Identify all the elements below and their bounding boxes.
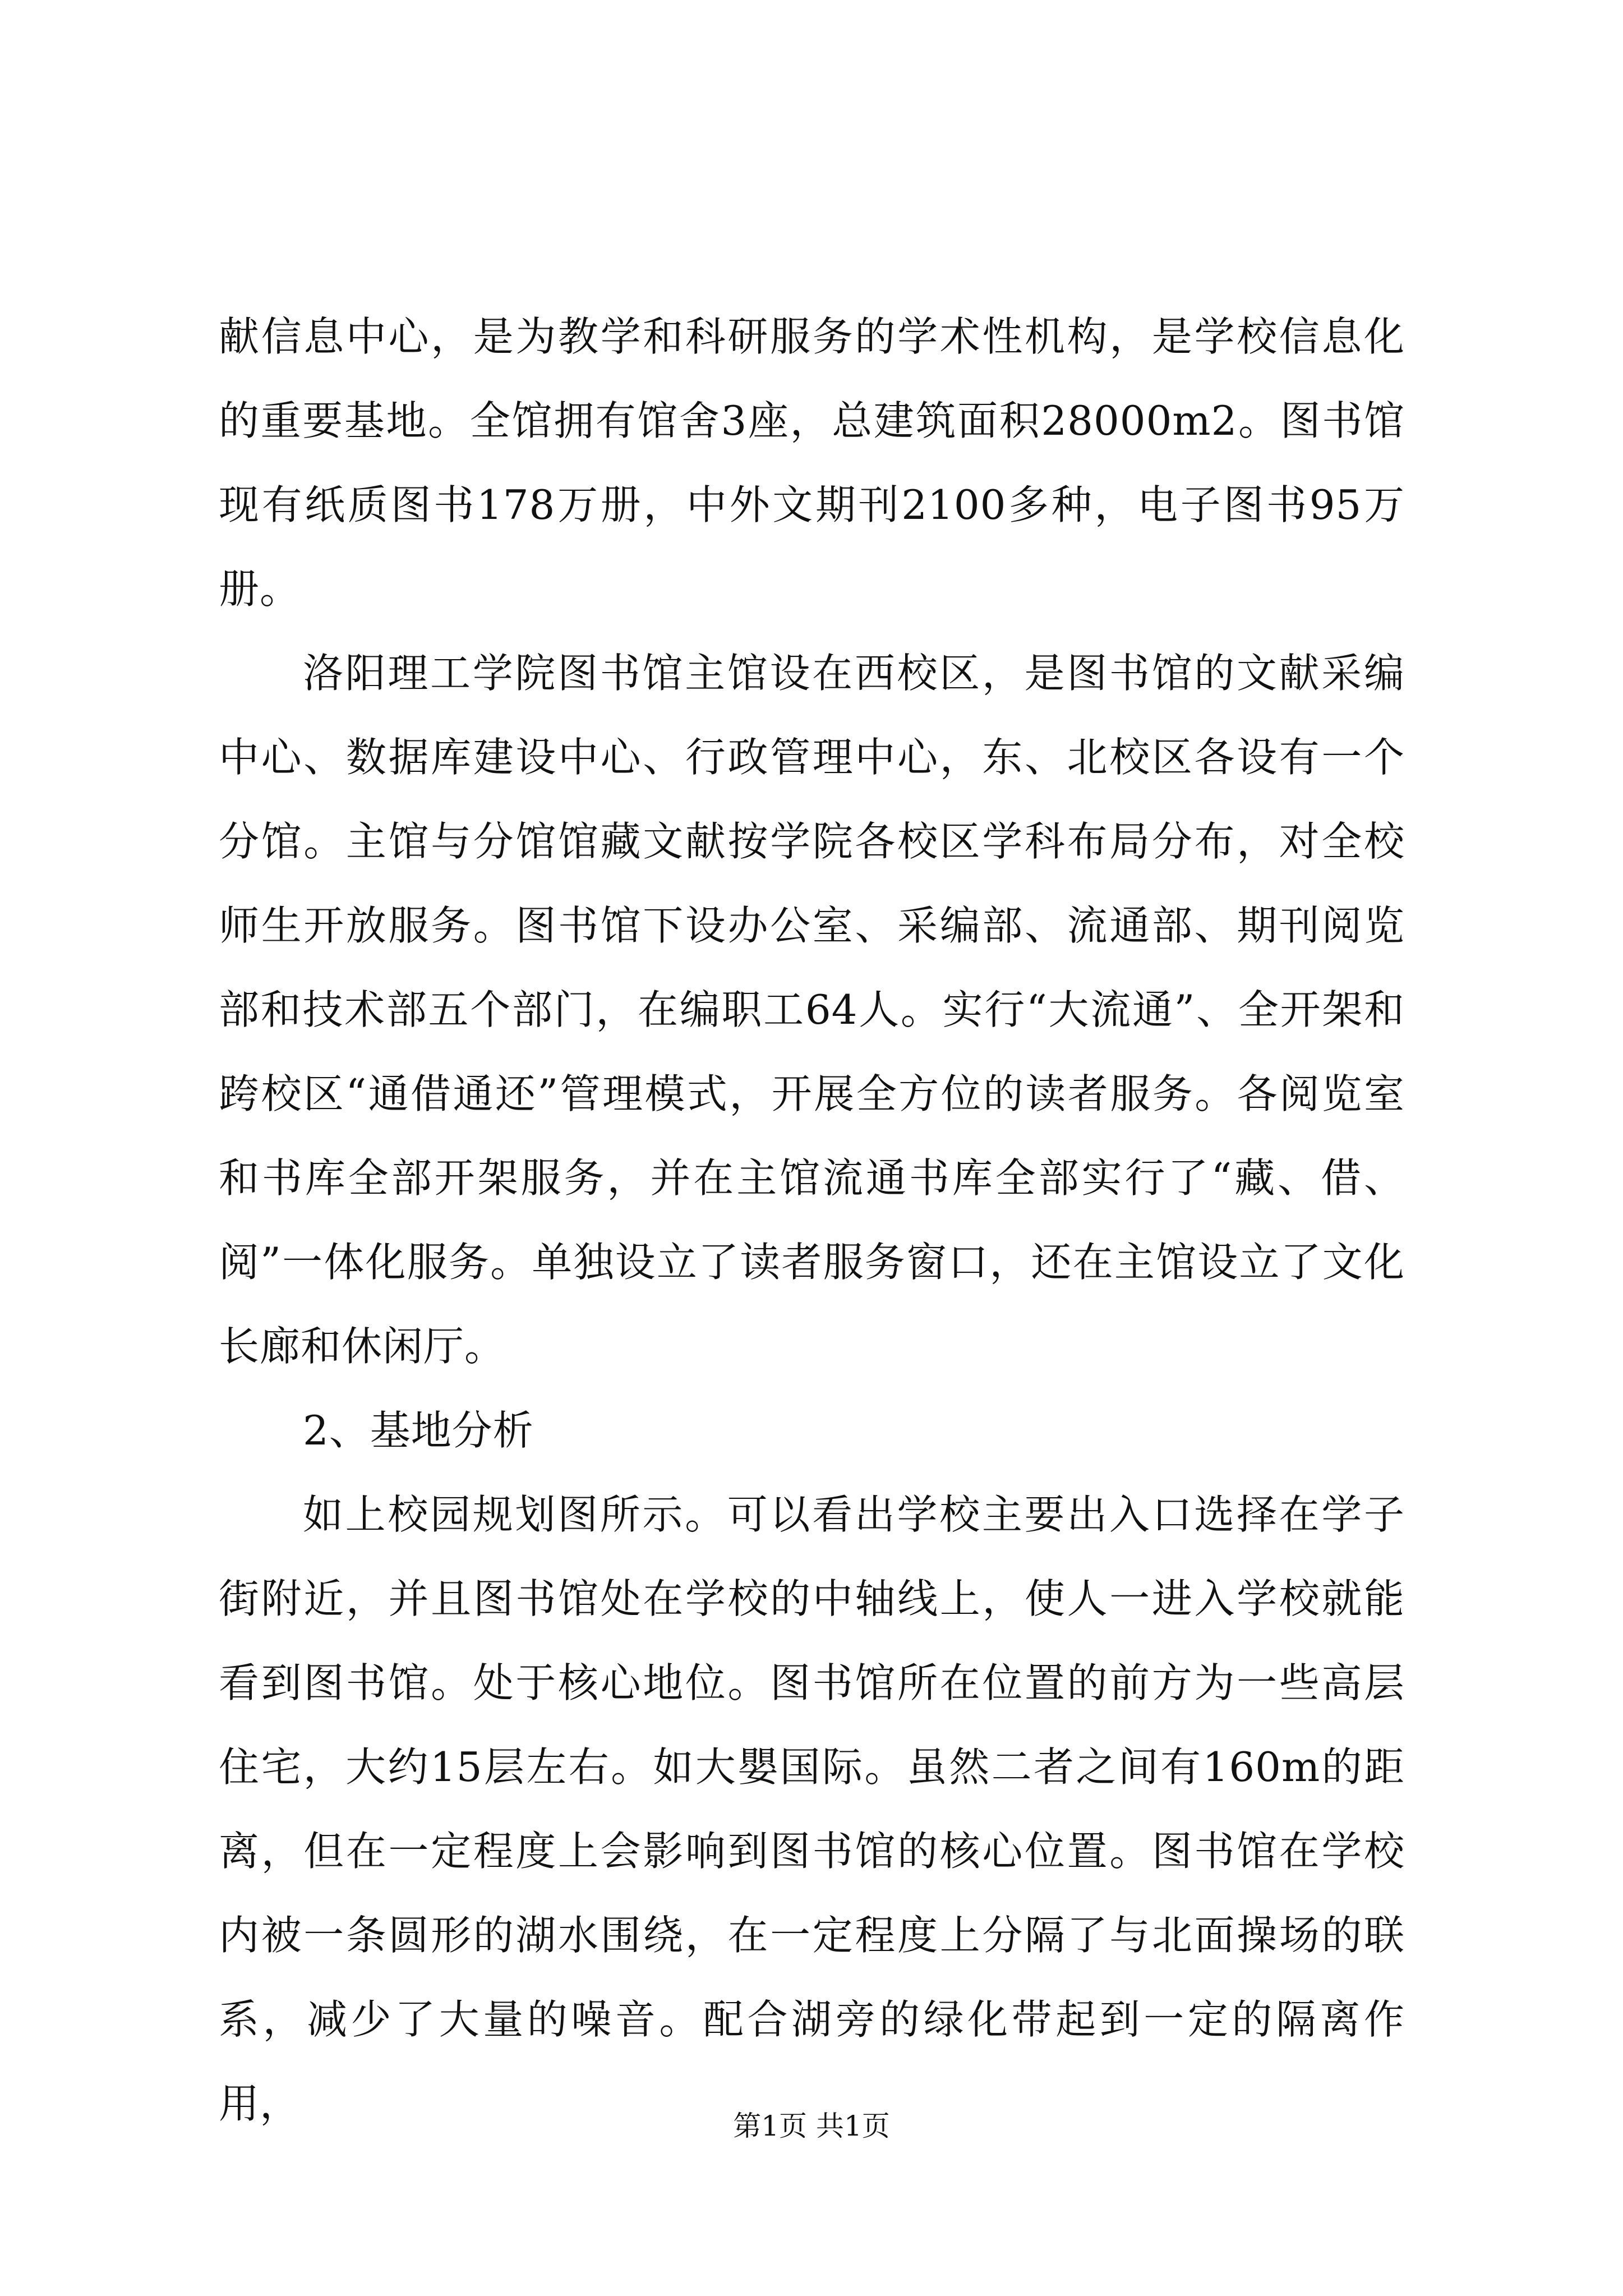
- paragraph-library-overview: 洛阳理工学院图书馆主馆设在西校区，是图书馆的文献采编中心、数据库建设中心、行政管理中心，东、北校区各设有一个分馆。主馆与分馆馆藏文献按学院各校区学科布局分布，对全校师生开放服务。图书馆下设办公室、采编部、流通部、期刊阅览部和技术部五个部门，在编职工64人。实行“大流通”、全开架和跨校区“通借通还”管理模式，开展全方位的读者服务。各阅览室和书库全部开架服务，并在主馆流通书库全部实行了“藏、借、阅”一体化服务。单独设立了读者服务窗口，还在主馆设立了文化长廊和休闲厅。: [219, 650, 1405, 1370]
- section-heading-site-analysis: 2、基地分析: [303, 1407, 534, 1454]
- paragraph-continued-intro: 献信息中心，是为教学和科研服务的学术性机构，是学校信息化的重要基地。全馆拥有馆舍3座，总建筑面积28000m2。图书馆现有纸质图书178万册，中外文期刊2100多种，电子图书95万册。: [219, 313, 1405, 613]
- document-body: [219, 295, 1405, 2146]
- paragraph-site-analysis: 如上校园规划图所示。可以看出学校主要出入口选择在学子街附近，并且图书馆处在学校的中轴线上，使人一进入学校就能看到图书馆。处于核心地位。图书馆所在位置的前方为一些高层住宅，大约15层左右。如大嬰国际。虽然二者之间有160m的距离，但在一定程度上会影响到图书馆的核心位置。图书馆在学校内被一条圆形的湖水围绕，在一定程度上分隔了与北面操场的联系，减少了大量的噪音。配合湖旁的绿化带起到一定的隔离作用，: [219, 1491, 1405, 2127]
- page-footer: 第1页 共1页: [733, 2110, 890, 2142]
